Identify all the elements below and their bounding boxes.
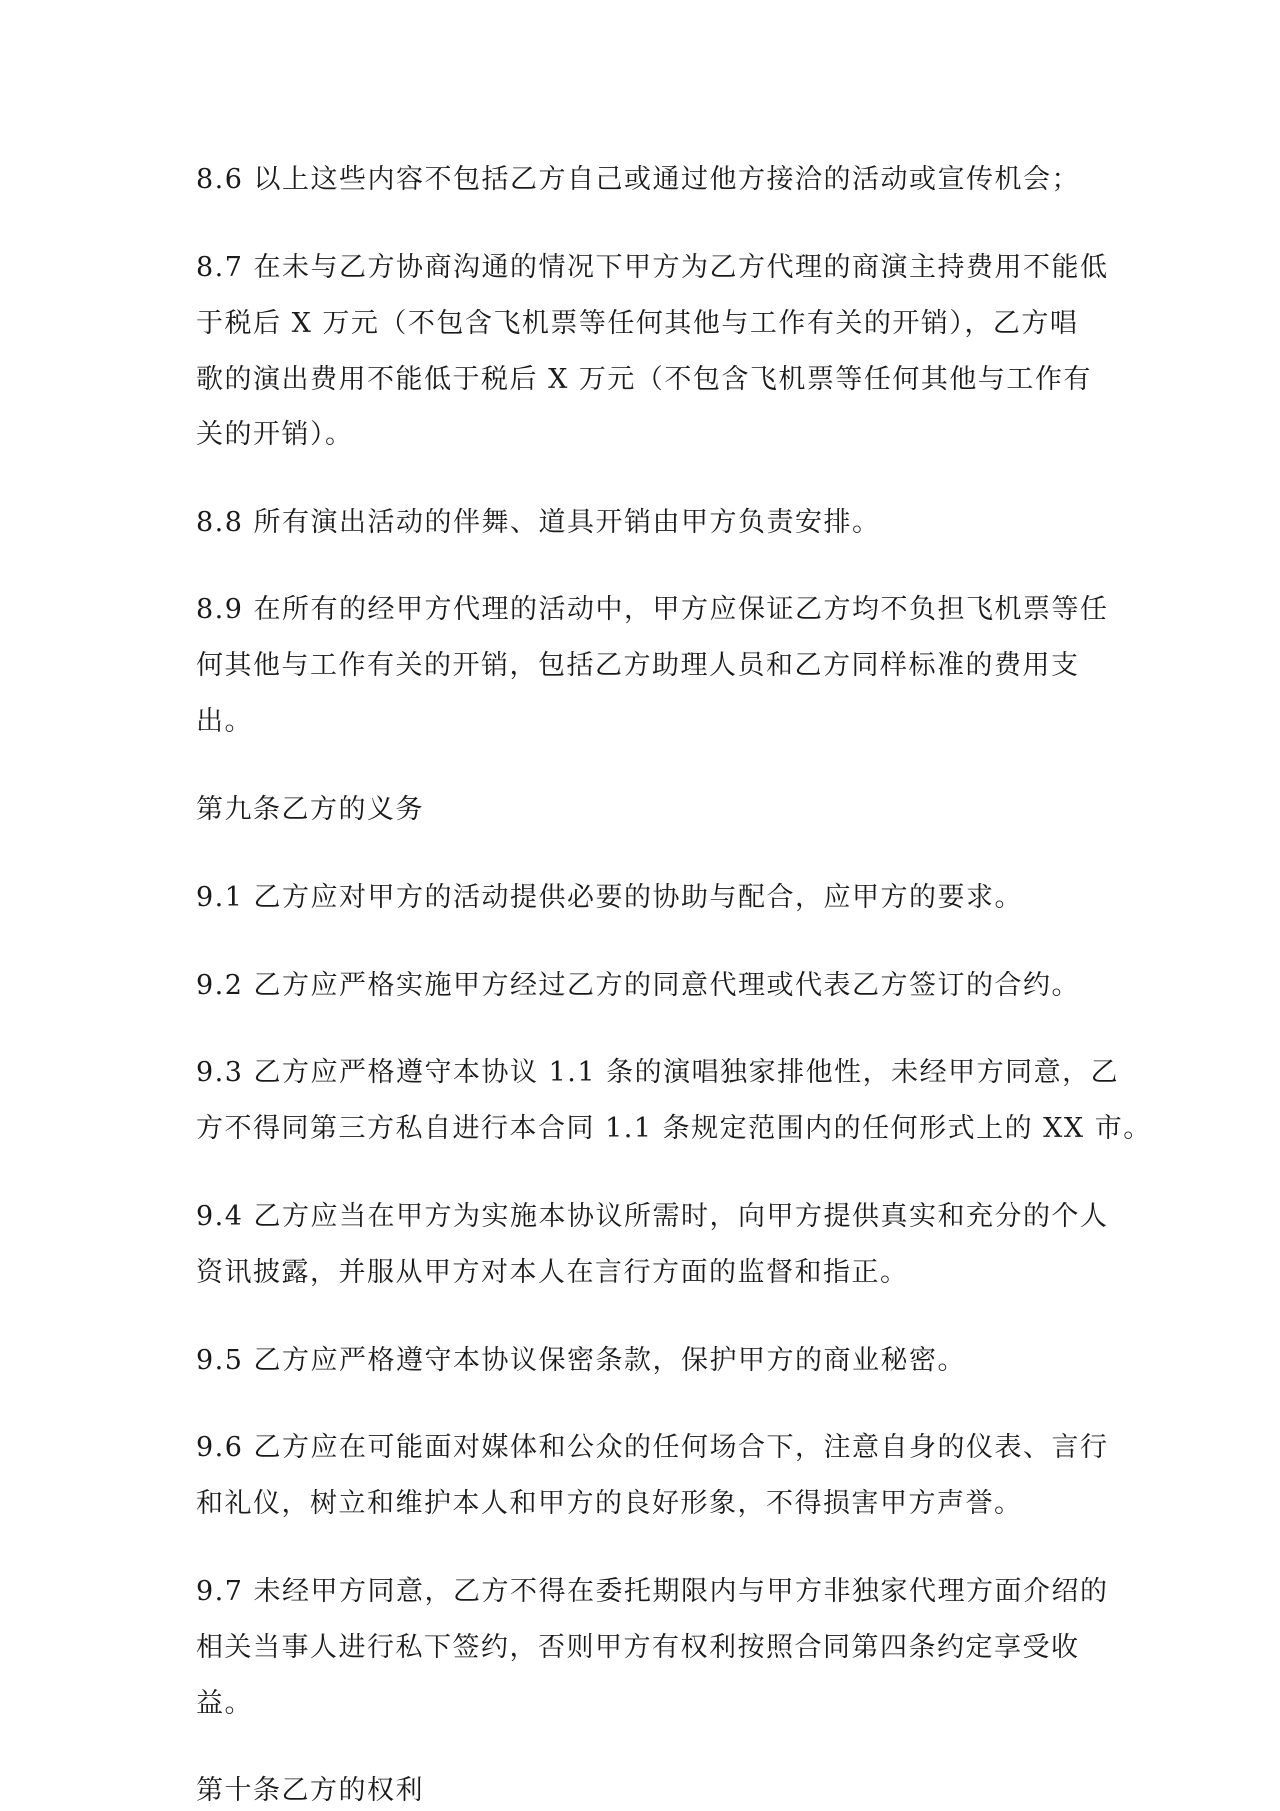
clause-9-3-line-2: 方不得同第三方私自进行本合同 1.1 条规定范围内的任何形式上的 XX 市。 — [196, 1113, 1152, 1144]
clause-9-7-line-1: 9.7 未经甲方同意，乙方不得在委托期限内与甲方非独家代理方面介绍的 — [196, 1576, 1109, 1607]
clause-9-7-line-2: 相关当事人进行私下签约，否则甲方有权利按照合同第四条约定享受收 — [196, 1632, 1080, 1663]
section-heading-article-9: 第九条乙方的义务 — [196, 794, 424, 825]
clause-8-7-line-2: 于税后 X 万元（不包含飞机票等任何其他与工作有关的开销），乙方唱 — [196, 308, 1079, 339]
clause-8-6: 8.6 以上这些内容不包括乙方自己或通过他方接洽的活动或宣传机会； — [196, 164, 1081, 195]
clause-8-8: 8.8 所有演出活动的伴舞、道具开销由甲方负责安排。 — [196, 507, 881, 538]
clause-8-7-line-1: 8.7 在未与乙方协商沟通的情况下甲方为乙方代理的商演主持费用不能低 — [196, 252, 1109, 283]
clause-8-9-line-3: 出。 — [196, 706, 253, 737]
clause-9-6-line-1: 9.6 乙方应在可能面对媒体和公众的任何场合下，注意自身的仪表、言行 — [196, 1432, 1109, 1463]
clause-9-5: 9.5 乙方应严格遵守本协议保密条款，保护甲方的商业秘密。 — [196, 1345, 967, 1376]
clause-8-9-line-2: 何其他与工作有关的开销，包括乙方助理人员和乙方同样标准的费用支 — [196, 650, 1080, 681]
clause-9-2: 9.2 乙方应严格实施甲方经过乙方的同意代理或代表乙方签订的合约。 — [196, 970, 1081, 1001]
clause-9-6-line-2: 和礼仪，树立和维护本人和甲方的良好形象，不得损害甲方声誉。 — [196, 1488, 1023, 1519]
clause-9-4-line-1: 9.4 乙方应当在甲方为实施本协议所需时，向甲方提供真实和充分的个人 — [196, 1201, 1109, 1232]
clause-8-7-line-3: 歌的演出费用不能低于税后 X 万元（不包含飞机票等任何其他与工作有 — [196, 364, 1092, 395]
clause-9-4-line-2: 资讯披露，并服从甲方对本人在言行方面的监督和指正。 — [196, 1257, 909, 1288]
clause-8-9-line-1: 8.9 在所有的经甲方代理的活动中，甲方应保证乙方均不负担飞机票等任 — [196, 594, 1109, 625]
clause-8-7-line-4: 关的开销）。 — [196, 419, 354, 450]
clause-9-7-line-3: 益。 — [196, 1688, 253, 1719]
section-heading-article-10: 第十条乙方的权利 — [196, 1775, 424, 1806]
clause-9-1: 9.1 乙方应对甲方的活动提供必要的协助与配合，应甲方的要求。 — [196, 882, 1024, 913]
clause-9-3-line-1: 9.3 乙方应严格遵守本协议 1.1 条的演唱独家排他性，未经甲方同意，乙 — [196, 1057, 1120, 1088]
